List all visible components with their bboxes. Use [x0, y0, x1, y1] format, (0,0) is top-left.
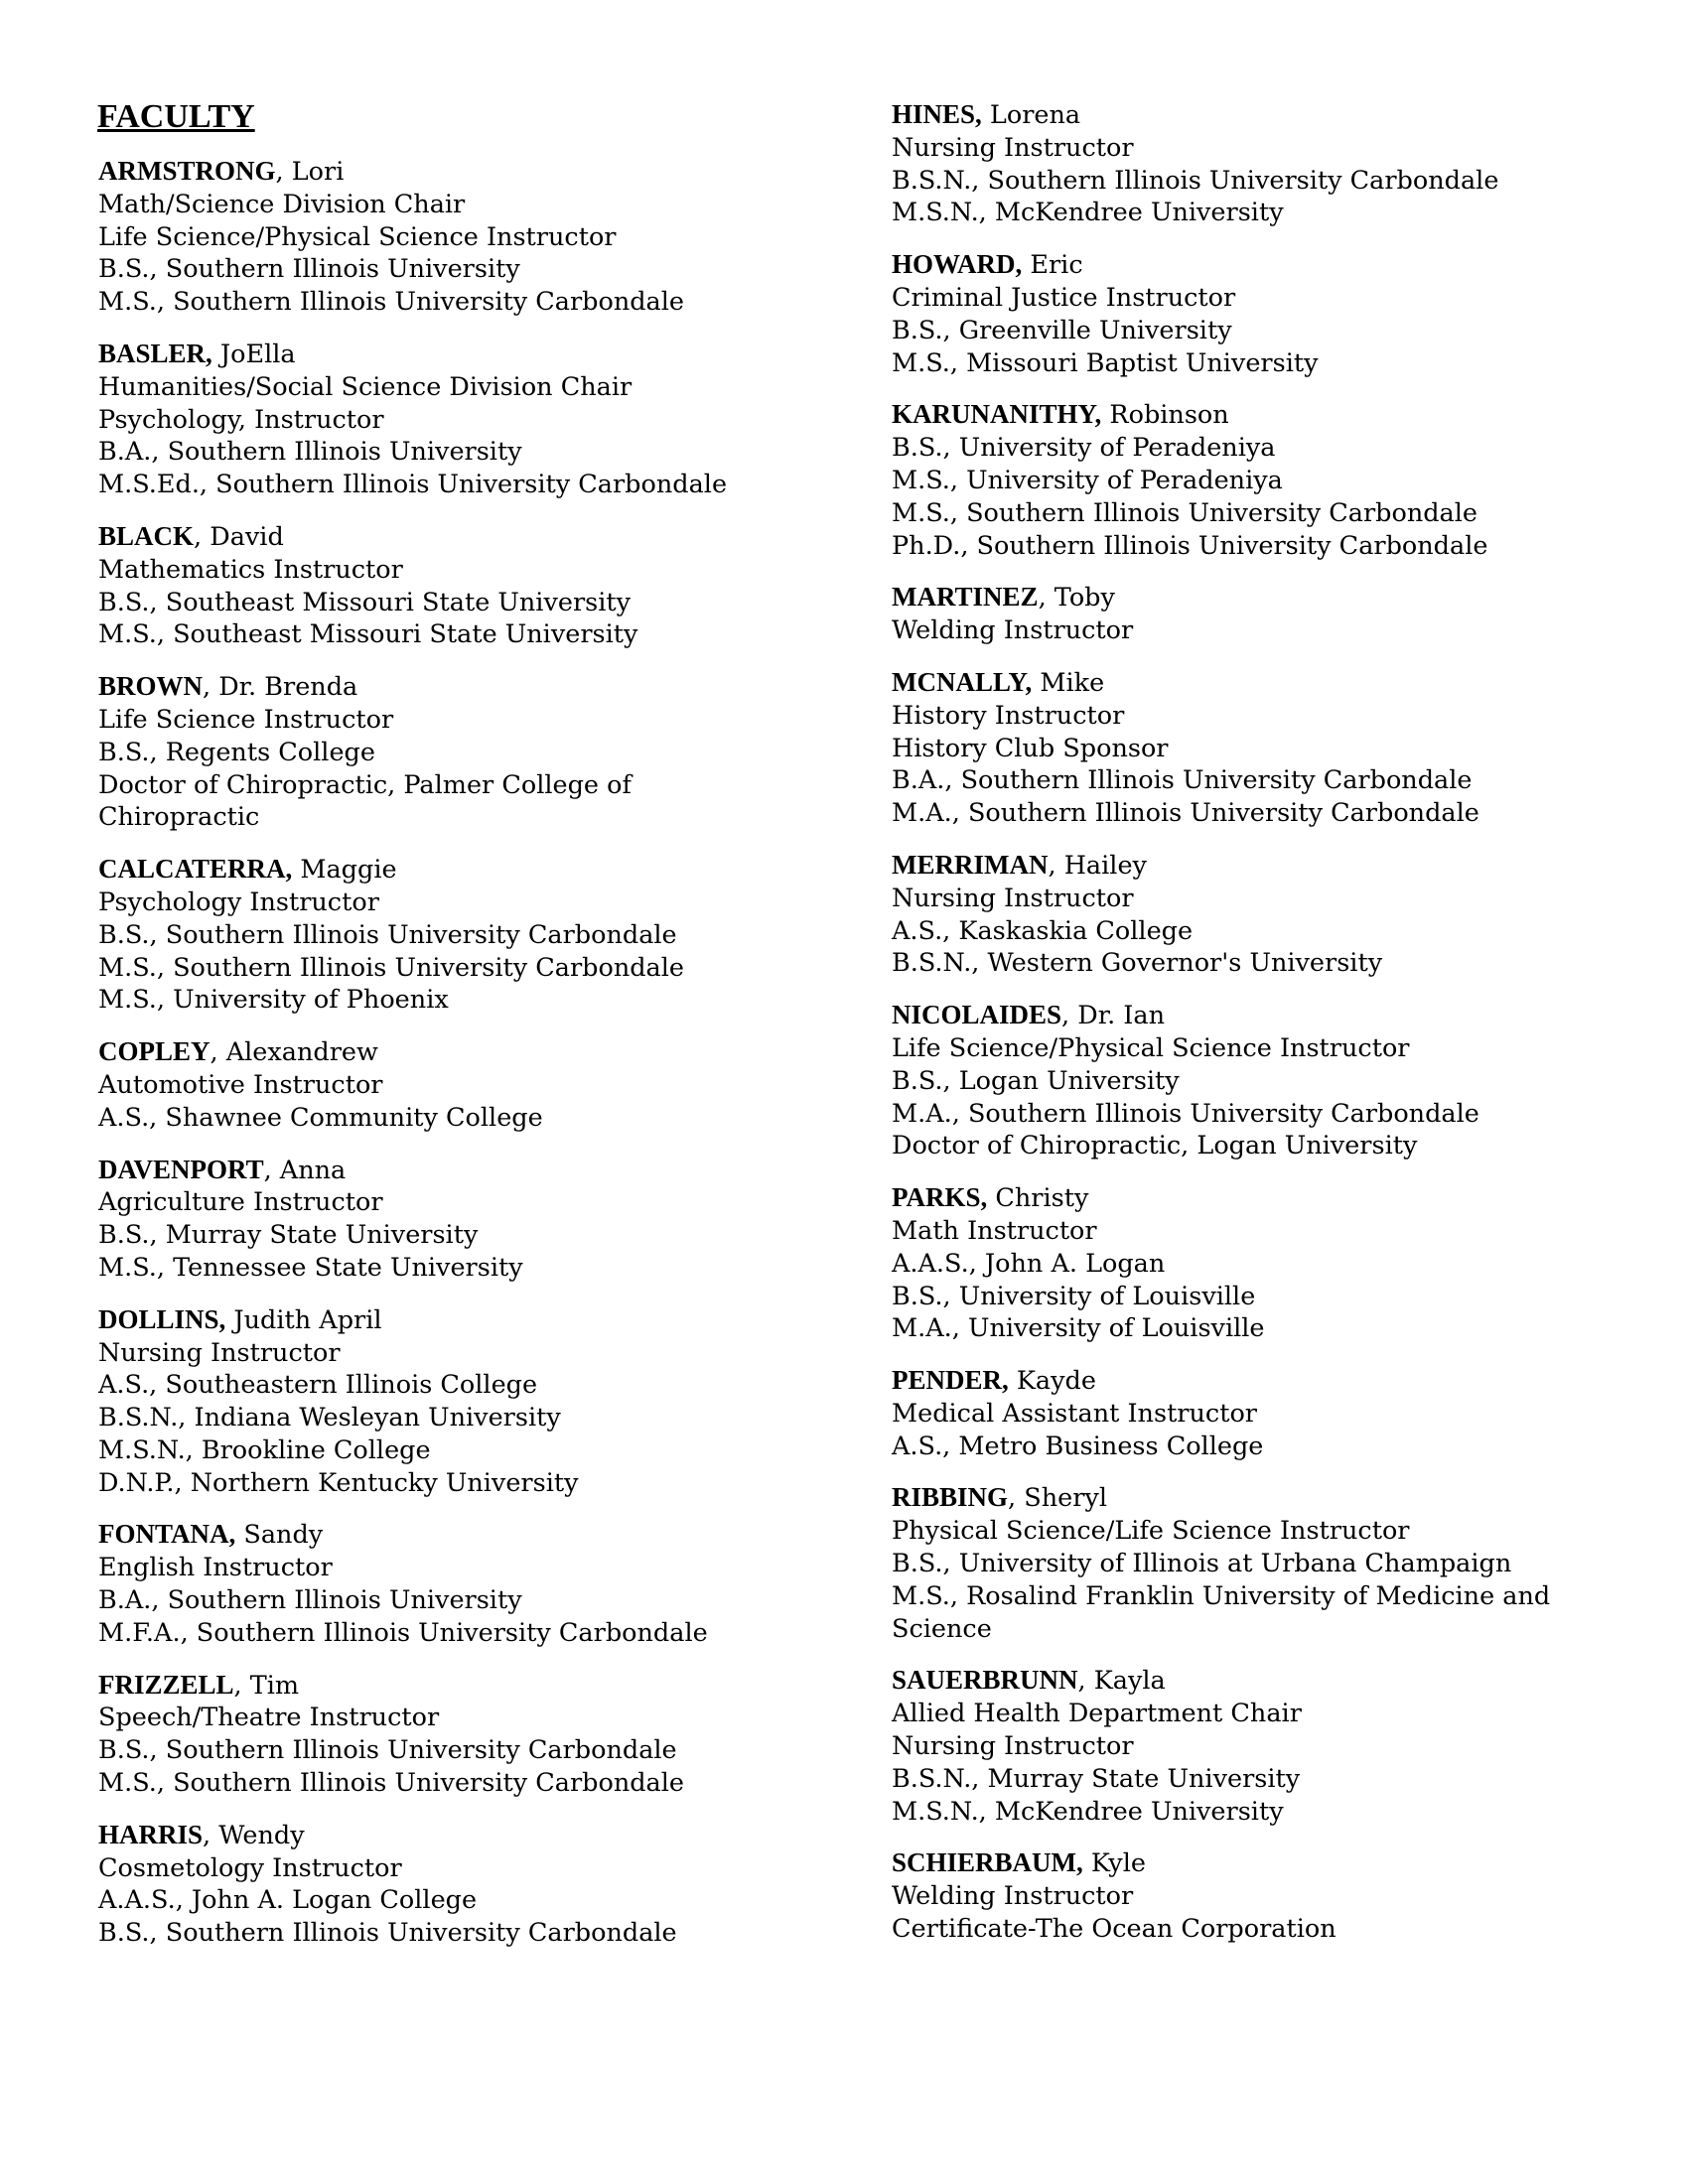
faculty-detail-line: M.S.Ed., Southern Illinois University Carbondale [98, 470, 728, 500]
faculty-detail-line: B.S., Regents College [98, 737, 375, 767]
faculty-detail-line: Welding Instructor [892, 615, 1134, 646]
faculty-detail-line: B.S.N., Southern Illinois University Carbondale [892, 165, 1499, 196]
faculty-detail-line: Cosmetology Instructor [98, 1852, 402, 1883]
faculty-detail-line: Mathematics Instructor [98, 554, 403, 585]
faculty-given-name: , Tim [233, 1670, 300, 1701]
faculty-surname: FONTANA, [98, 1519, 236, 1550]
faculty-name [98, 1035, 873, 1069]
faculty-name [98, 155, 873, 189]
faculty-given-name: , Dr. Ian [1061, 1001, 1166, 1031]
faculty-given-name: , Dr. Brenda [203, 672, 358, 703]
faculty-given-name: Lorena [981, 100, 1081, 130]
faculty-detail-line: Life Science Instructor [98, 704, 394, 735]
faculty-detail-line: B.S.N., Western Governor's University [892, 948, 1383, 979]
faculty-detail-line: Nursing Instructor [98, 1337, 341, 1368]
faculty-given-name: Mike [1032, 667, 1105, 698]
faculty-detail-line: B.S., Greenville University [892, 315, 1232, 345]
faculty-detail-line: A.A.S., John A. Logan College [98, 1885, 478, 1916]
faculty-name [98, 1154, 873, 1187]
faculty-name [892, 1664, 1666, 1698]
faculty-name [98, 1669, 873, 1703]
faculty-entry [98, 338, 873, 501]
faculty-name [892, 1846, 1666, 1880]
faculty-given-name: , David [194, 521, 284, 552]
faculty-detail-line: M.S.N., McKendree University [892, 198, 1284, 228]
faculty-name [892, 849, 1666, 883]
faculty-detail-line: M.A., Southern Illinois University Carbondale [892, 1098, 1479, 1129]
faculty-detail-line: Certificate-The Ocean Corporation [892, 1914, 1336, 1945]
faculty-name [98, 1518, 873, 1552]
faculty-detail-line: Science [892, 1613, 992, 1644]
faculty-entry [98, 1819, 873, 1950]
faculty-entry [892, 248, 1666, 379]
faculty-detail-line: B.A., Southern Illinois University Carbondale [892, 765, 1473, 796]
faculty-given-name: Eric [1022, 250, 1083, 281]
faculty-detail-line: B.S., University of Illinois at Urbana Champaign [892, 1549, 1512, 1579]
faculty-entry [892, 98, 1666, 229]
faculty-given-name: , Kayla [1077, 1666, 1166, 1697]
faculty-detail-line: M.S., Southern Illinois University Carbondale [892, 497, 1478, 528]
page-title: FACULTY [97, 98, 255, 135]
faculty-detail-line: D.N.P., Northern Kentucky University [98, 1467, 579, 1498]
faculty-detail-line: B.S., University of Louisville [892, 1281, 1256, 1311]
faculty-detail-line: Life Science/Physical Science Instructor [892, 1032, 1410, 1063]
faculty-entry [892, 849, 1666, 980]
faculty-given-name: , Anna [263, 1155, 347, 1185]
faculty-surname: MARTINEZ [892, 582, 1039, 613]
faculty-entry [98, 1035, 873, 1134]
faculty-entry [892, 666, 1666, 830]
faculty-given-name: Judith April [225, 1304, 382, 1335]
faculty-given-name: , Hailey [1048, 850, 1147, 881]
faculty-given-name: JoElla [211, 339, 296, 369]
faculty-name [892, 1181, 1666, 1215]
faculty-detail-line: Nursing Instructor [892, 883, 1134, 913]
faculty-detail-line: B.S., Southern Illinois University Carbondale [98, 919, 677, 950]
faculty-detail-line: Doctor of Chiropractic, Palmer College of [98, 769, 632, 800]
faculty-surname: SCHIERBAUM, [892, 1847, 1083, 1878]
faculty-surname: DOLLINS, [98, 1303, 226, 1334]
faculty-detail-line: A.S., Kaskaskia College [892, 915, 1194, 946]
faculty-detail-line: M.A., University of Louisville [892, 1313, 1265, 1344]
faculty-surname: PENDER, [892, 1365, 1009, 1396]
faculty-detail-line: A.S., Metro Business College [892, 1431, 1264, 1461]
faculty-given-name: Christy [987, 1183, 1089, 1214]
faculty-surname: COPLEY [98, 1036, 211, 1067]
faculty-entry [98, 853, 873, 1017]
faculty-surname: BLACK [98, 520, 195, 551]
faculty-surname: BROWN [98, 671, 204, 702]
faculty-detail-line: Life Science/Physical Science Instructor [98, 221, 617, 252]
faculty-surname: CALCATERRA, [98, 854, 293, 885]
faculty-detail-line: Allied Health Department Chair [892, 1699, 1302, 1729]
faculty-detail-line: M.A., Southern Illinois University Carbondale [892, 798, 1479, 829]
faculty-detail-line: B.S., Murray State University [98, 1220, 479, 1251]
faculty-entry [98, 155, 873, 319]
faculty-entry [98, 1669, 873, 1800]
faculty-entry [892, 1481, 1666, 1645]
faculty-entry [98, 520, 873, 651]
faculty-surname: RIBBING [892, 1482, 1009, 1513]
faculty-detail-line: Humanities/Social Science Division Chair [98, 371, 633, 402]
faculty-detail-line: B.A., Southern Illinois University [98, 1585, 522, 1616]
faculty-detail-line: Doctor of Chiropractic, Logan University [892, 1131, 1418, 1161]
faculty-detail-line: M.S., University of Peradeniya [892, 465, 1283, 495]
faculty-detail-line: B.S., Southern Illinois University [98, 254, 520, 285]
faculty-name [892, 1481, 1666, 1515]
faculty-detail-line: Medical Assistant Instructor [892, 1398, 1257, 1429]
faculty-detail-line: Nursing Instructor [892, 1731, 1134, 1762]
faculty-detail-line: Automotive Instructor [98, 1069, 383, 1100]
faculty-detail-line: Psychology, Instructor [98, 404, 384, 435]
faculty-detail-line: B.S., Southern Illinois University Carbondale [98, 1735, 677, 1766]
faculty-detail-line: M.S., Southeast Missouri State University [98, 619, 638, 650]
faculty-detail-line: Psychology Instructor [98, 887, 379, 917]
faculty-detail-line: B.S., Logan University [892, 1065, 1180, 1096]
faculty-surname: ARMSTRONG [98, 156, 276, 186]
faculty-detail-line: M.S., University of Phoenix [98, 985, 449, 1016]
faculty-detail-line: M.S., Southern Illinois University Carbondale [98, 952, 685, 983]
faculty-detail-line: M.S., Missouri Baptist University [892, 347, 1319, 378]
faculty-given-name: , Lori [275, 157, 345, 187]
faculty-name [892, 999, 1666, 1032]
faculty-entry [892, 1181, 1666, 1345]
faculty-surname: MCNALLY, [892, 666, 1033, 697]
faculty-given-name: , Sheryl [1008, 1483, 1107, 1514]
faculty-detail-line: Agriculture Instructor [98, 1187, 383, 1218]
faculty-name [98, 853, 873, 887]
faculty-detail-line: Math Instructor [892, 1215, 1097, 1246]
faculty-surname: BASLER, [98, 338, 212, 368]
faculty-surname: SAUERBRUNN [892, 1665, 1078, 1696]
faculty-surname: FRIZZELL [98, 1669, 234, 1700]
faculty-detail-line: Physical Science/Life Science Instructor [892, 1516, 1410, 1547]
faculty-name [892, 581, 1666, 614]
faculty-detail-line: A.A.S., John A. Logan [892, 1248, 1166, 1279]
faculty-given-name: Kyle [1082, 1848, 1146, 1879]
faculty-detail-line: A.S., Shawnee Community College [98, 1102, 543, 1133]
faculty-surname: DAVENPORT [98, 1154, 264, 1184]
faculty-surname: HOWARD, [892, 249, 1023, 280]
faculty-surname: HARRIS [98, 1819, 204, 1849]
faculty-detail-line: History Club Sponsor [892, 733, 1169, 763]
faculty-detail-line: M.S., Southern Illinois University Carbondale [98, 287, 685, 318]
faculty-surname: PARKS, [892, 1182, 988, 1213]
faculty-surname: HINES, [892, 99, 982, 129]
faculty-given-name: , Wendy [203, 1820, 305, 1850]
faculty-detail-line: B.A., Southern Illinois University [98, 437, 522, 468]
faculty-given-name: Kayde [1008, 1366, 1096, 1397]
faculty-name [98, 520, 873, 554]
faculty-given-name: Sandy [235, 1520, 324, 1551]
faculty-detail-line: Criminal Justice Instructor [892, 282, 1236, 313]
faculty-entry [98, 670, 873, 834]
faculty-detail-line: Welding Instructor [892, 1881, 1134, 1912]
faculty-detail-line: B.S., Southern Illinois University Carbondale [98, 1918, 677, 1949]
faculty-name [892, 98, 1666, 132]
faculty-detail-line: Chiropractic [98, 802, 260, 833]
faculty-name [892, 398, 1666, 432]
faculty-entry [98, 1303, 873, 1500]
faculty-detail-line: M.S., Rosalind Franklin University of Medicine and [892, 1580, 1551, 1611]
faculty-entry [98, 1154, 873, 1285]
faculty-detail-line: A.S., Southeastern Illinois College [98, 1370, 538, 1401]
faculty-detail-line: M.S.N., McKendree University [892, 1796, 1284, 1827]
faculty-entry [892, 581, 1666, 647]
faculty-given-name: , Alexandrew [210, 1037, 378, 1068]
faculty-detail-line: Speech/Theatre Instructor [98, 1703, 440, 1733]
faculty-name [892, 248, 1666, 282]
faculty-column-right [892, 98, 1666, 1965]
faculty-detail-line: B.S., Southeast Missouri State University [98, 587, 632, 617]
faculty-name [98, 1303, 873, 1337]
faculty-detail-line: Nursing Instructor [892, 132, 1134, 163]
faculty-detail-line: History Instructor [892, 700, 1125, 731]
faculty-detail-line: M.S., Tennessee State University [98, 1252, 523, 1283]
faculty-surname: MERRIMAN [892, 849, 1049, 880]
faculty-surname: KARUNANITHY, [892, 399, 1102, 430]
faculty-name [98, 338, 873, 371]
faculty-given-name: Robinson [1101, 400, 1229, 431]
faculty-detail-line: B.S.N., Indiana Wesleyan University [98, 1403, 561, 1433]
faculty-given-name: , Toby [1038, 583, 1115, 614]
faculty-entry [892, 398, 1666, 562]
faculty-detail-line: B.S., University of Peradeniya [892, 433, 1276, 464]
faculty-given-name: Maggie [292, 855, 397, 886]
faculty-entry [892, 1364, 1666, 1462]
faculty-surname: NICOLAIDES [892, 1000, 1062, 1030]
faculty-entry [892, 1846, 1666, 1945]
faculty-detail-line: B.S.N., Murray State University [892, 1763, 1301, 1794]
faculty-name [892, 666, 1666, 700]
faculty-column-left [98, 155, 873, 1969]
faculty-name [98, 1819, 873, 1852]
faculty-detail-line: Ph.D., Southern Illinois University Carbondale [892, 530, 1488, 561]
faculty-entry [892, 999, 1666, 1162]
faculty-detail-line: M.S.N., Brookline College [98, 1434, 431, 1465]
faculty-entry [892, 1664, 1666, 1828]
faculty-name [892, 1364, 1666, 1398]
faculty-entry [98, 1518, 873, 1649]
faculty-detail-line: M.F.A., Southern Illinois University Carbondale [98, 1617, 708, 1648]
faculty-name [98, 670, 873, 704]
faculty-detail-line: M.S., Southern Illinois University Carbondale [98, 1768, 685, 1799]
faculty-detail-line: Math/Science Division Chair [98, 189, 466, 219]
faculty-detail-line: English Instructor [98, 1553, 333, 1583]
